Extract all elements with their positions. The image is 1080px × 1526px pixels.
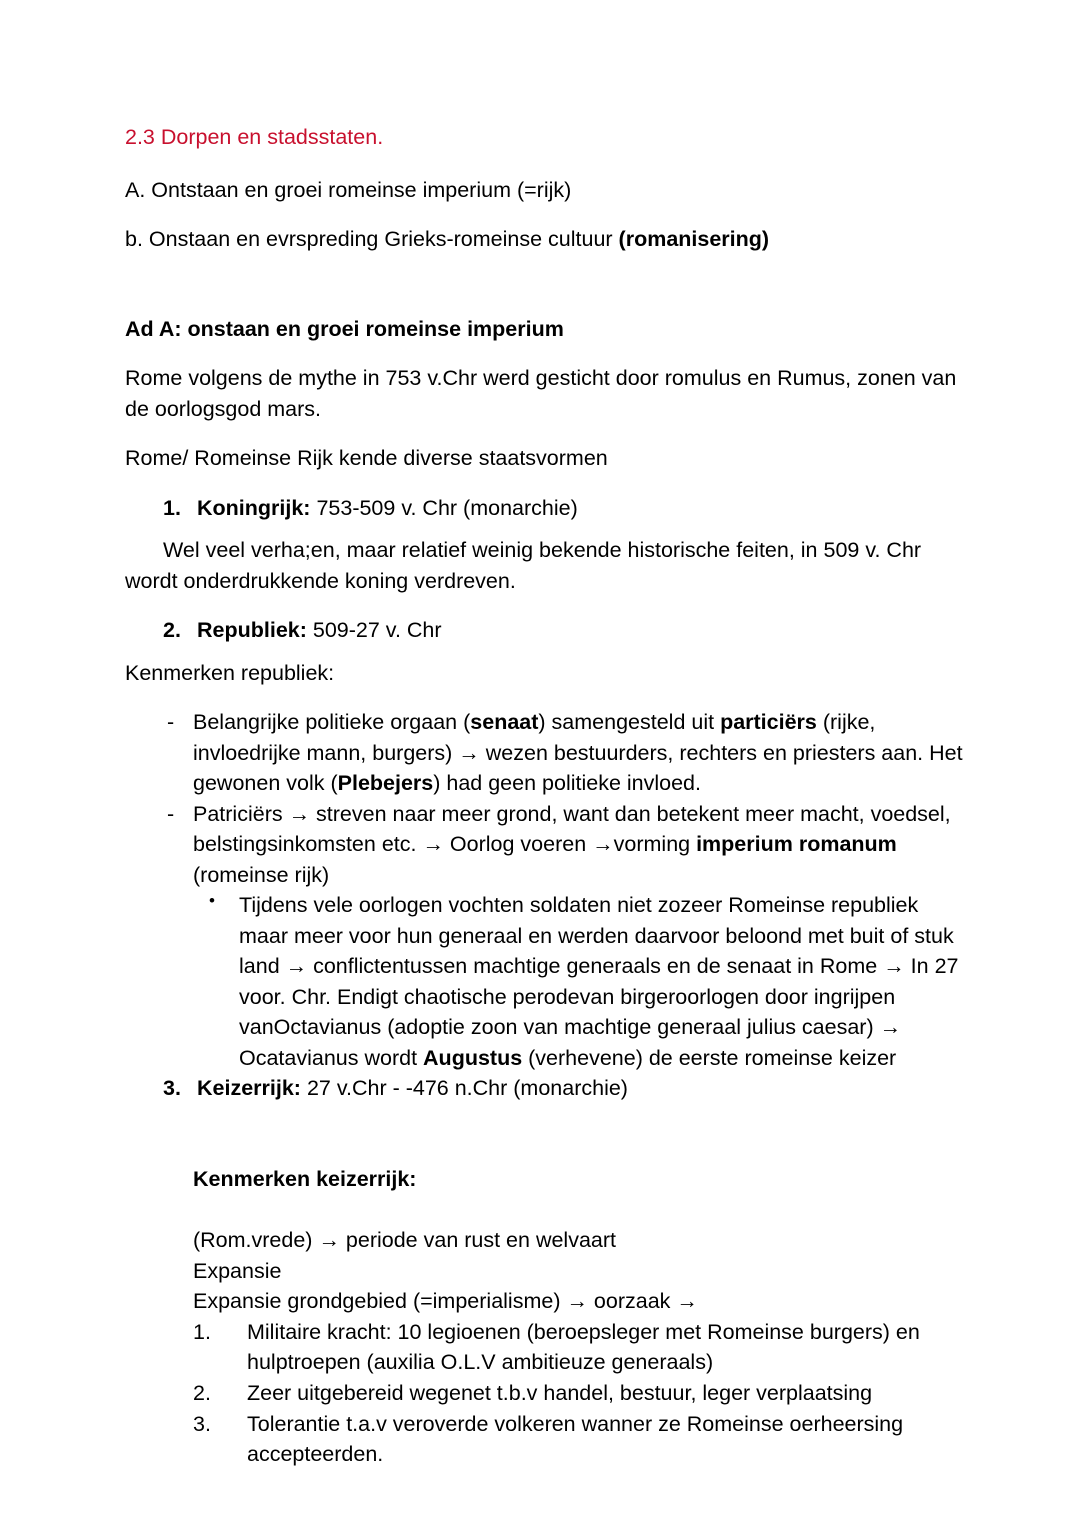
list-item — [193, 1378, 965, 1409]
text-run: ) had geen politieke invloed. — [433, 771, 701, 796]
section-heading: 2.3 Dorpen en stadsstaten. — [125, 125, 384, 149]
staatsvorm-term: Republiek: — [197, 618, 307, 643]
emphasis-term: Augustus — [423, 1045, 523, 1070]
spacer — [125, 274, 965, 314]
dash-text — [193, 802, 951, 887]
list-marker: 3. — [163, 1076, 181, 1101]
staatsvormen-list-2 — [125, 615, 965, 646]
dash-marker: - — [167, 710, 175, 735]
list-item — [125, 707, 965, 799]
ad-a-heading: Ad A: onstaan en groei romeinse imperium — [125, 316, 564, 341]
list-marker: 3. — [193, 1411, 211, 1436]
emphasis-term: Plebejers — [337, 771, 434, 796]
spacer — [193, 1213, 965, 1225]
dash-text — [193, 710, 963, 795]
emphasis-term: senaat — [470, 710, 539, 735]
dash-marker: - — [167, 801, 175, 826]
text-run: (verhevene) de eerste romeinse keizer — [522, 1045, 897, 1070]
text-run: (rijke, invloedrijke mann, burgers) → wezen bestuurders, rechters en priesters aan. Het gewonen volk ( — [193, 710, 963, 796]
oorzaak-text: Tolerantie t.a.v veroverde volkeren wanner ze Romeinse oerheersing accepteerden. — [247, 1411, 904, 1467]
oorzaak-text: Militaire kracht: 10 legioenen (beroepsleger met Romeinse burgers) en hulptroepen (auxilia O.L.V ambitieuze generaals) — [247, 1319, 920, 1375]
emphasis-term: imperium romanum — [696, 832, 897, 857]
keizerrijk-block — [125, 1164, 965, 1470]
list-item — [125, 615, 965, 646]
list-marker: 1. — [163, 495, 181, 520]
koningrijk-note: Wel veel verha;en, maar relatief weinig bekende historische feiten, in 509 v. Chr wordt onderdrukkende koning verdreven. — [125, 538, 922, 593]
outline-item-b — [125, 224, 965, 255]
staatsvorm-term: Keizerrijk: — [197, 1076, 301, 1101]
mythe-paragraph: Rome volgens de mythe in 753 v.Chr werd gesticht door romulus en Rumus, zonen van de oorlogsgod mars. — [125, 366, 957, 421]
list-marker: 2. — [193, 1380, 211, 1405]
text-run: Tijdens vele oorlogen vochten soldaten niet zozeer Romeinse republiek maar meer voor hun generaal en werden daarvoor beloond met buit of stuk land → conflictentussen machtige generaals en de senaat in Rome → In 27 voor. Chr. Endigt chaotische perodevan birgeroorlogen door ingrijpen vanOctavianus (adoptie zoon van machtige generaal julius caesar) → Ocatavianus wordt — [239, 893, 959, 1070]
kenmerken-keizerrijk-label: Kenmerken keizerrijk: — [193, 1166, 417, 1191]
spacer — [125, 523, 965, 535]
expansie-oorzaken-list — [193, 1317, 965, 1470]
list-item — [193, 1409, 965, 1470]
list-item — [125, 890, 965, 1073]
text-run: Patriciërs → streven naar meer grond, want dan betekent meer macht, voedsel, belstingsinkomsten etc. → Oorlog voeren →vorming — [193, 801, 951, 857]
emphasis-term: particiërs — [720, 710, 817, 735]
outline-item-b-text: b. Onstaan en evrspreding Grieks-romeinse cultuur — [125, 227, 619, 252]
oorzaak-text: Zeer uitgebereid wegenet t.b.v handel, bestuur, leger verplaatsing — [247, 1380, 873, 1405]
staatsvorm-detail: 27 v.Chr - -476 n.Chr (monarchie) — [300, 1076, 628, 1101]
list-marker: 1. — [193, 1319, 211, 1344]
bullet-marker: • — [209, 891, 215, 911]
list-marker: 2. — [163, 618, 181, 643]
bullet-text — [239, 893, 958, 1070]
kenmerken-republiek-label: Kenmerken republiek: — [125, 660, 335, 685]
list-item — [125, 493, 965, 524]
text-run: Belangrijke politieke orgaan ( — [193, 710, 471, 735]
list-item — [193, 1317, 965, 1378]
spacer — [125, 1104, 965, 1164]
keizerrijk-line: Expansie grondgebied (=imperialisme) → oorzaak → — [193, 1289, 698, 1314]
outline-item-b-bold: (romanisering) — [618, 227, 770, 252]
staatsvorm-term: Koningrijk: — [197, 495, 311, 520]
republiek-bullet-list — [125, 890, 965, 1073]
outline-item-a: A. Ontstaan en groei romeinse imperium (=rijk) — [125, 177, 572, 202]
staatsvormen-list-1 — [125, 493, 965, 524]
staatsvorm-detail: 509-27 v. Chr — [306, 618, 442, 643]
staatsvormen-intro: Rome/ Romeinse Rijk kende diverse staatsvormen — [125, 446, 608, 471]
republiek-dash-list — [125, 707, 965, 890]
keizerrijk-line: (Rom.vrede) → periode van rust en welvaart — [193, 1228, 617, 1253]
list-item — [125, 799, 965, 891]
text-run: (romeinse rijk) — [193, 862, 330, 887]
document-body — [125, 122, 965, 1470]
text-run: ) samengesteld uit — [538, 710, 721, 735]
keizerrijk-line: Expansie — [193, 1258, 282, 1283]
staatsvormen-list-3 — [125, 1073, 965, 1104]
staatsvorm-detail: 753-509 v. Chr (monarchie) — [310, 495, 578, 520]
spacer — [125, 646, 965, 658]
list-item — [125, 1073, 965, 1104]
